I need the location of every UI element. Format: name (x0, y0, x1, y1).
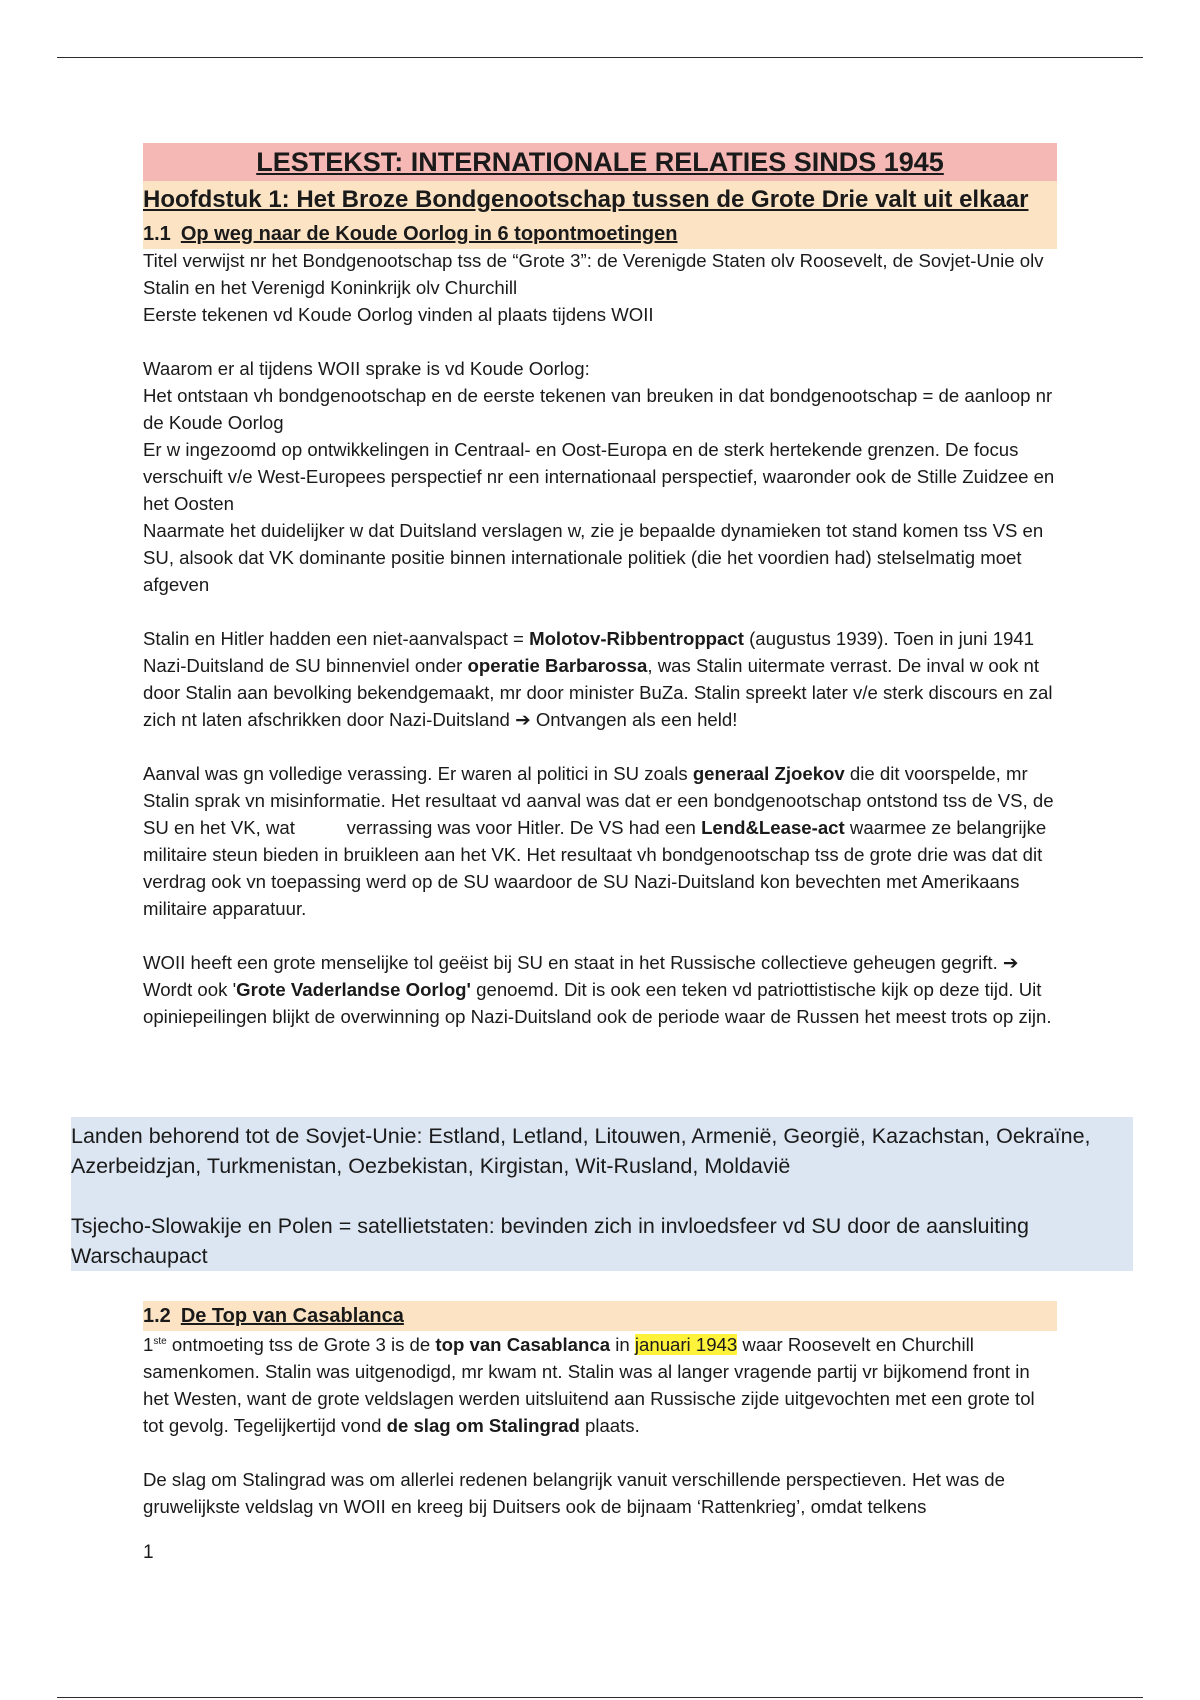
body-block-1 (143, 247, 1057, 1030)
chapter-heading: Hoofdstuk 1: Het Broze Bondgenootschap tussen de Grote Drie valt uit elkaar (143, 181, 1057, 219)
section-number: 1.1 (143, 223, 171, 245)
section-heading-1-2 (143, 1301, 1057, 1331)
header-rule (57, 57, 1143, 58)
paragraph-stalingrad: De slag om Stalingrad was om allerlei redenen belangrijk vanuit verschillende perspectieven. Het was de gruwelijkste veldslag vn WOII en kreeg bij Duitsers ook de bijnaam ‘Rattenkrieg’, omdat telkens (143, 1469, 1005, 1517)
paragraph: Waarom er al tijdens WOII sprake is vd Koude Oorlog: (143, 358, 590, 379)
document-title: LESTEKST: INTERNATIONALE RELATIES SINDS 1945 (143, 143, 1057, 181)
paragraph: Het ontstaan vh bondgenootschap en de eerste tekenen van breuken in dat bondgenootschap = de aanloop nr de Koude Oorlog (143, 385, 1053, 433)
section-number: 1.2 (143, 1305, 171, 1327)
note-box (71, 1117, 1133, 1271)
paragraph-casablanca: 1ste ontmoeting tss de Grote 3 is de top van Casablanca in januari 1943 waar Roosevelt en Churchill samenkomen. Stalin was uitgenodigd, mr kwam nt. Stalin was al langer vragende partij vr bijkomend front in het Westen, want de grote veldslagen werden uitsluitend aan Russische zijde uitgevochten met een grote tol tot gevolg. Tegelijkertijd vond de slag om Stalingrad plaats. (143, 1334, 1035, 1436)
note-line: Landen behorend tot de Sovjet-Unie: Estland, Letland, Litouwen, Armenië, Georgië, Kazachstan, Oekraïne, Azerbeidzjan, Turkmenistan, Oezbekistan, Kirgistan, Wit-Rusland, Moldavië (71, 1124, 1091, 1178)
section-title: Op weg naar de Koude Oorlog in 6 topontmoetingen (180, 223, 678, 245)
highlighted-date: januari 1943 (634, 1334, 738, 1355)
section-title: De Top van Casablanca (180, 1305, 404, 1327)
arrow-icon: ➔ (1002, 952, 1019, 973)
paragraph: Eerste tekenen vd Koude Oorlog vinden al plaats tijdens WOII (143, 304, 654, 325)
paragraph-aanval: Aanval was gn volledige verassing. Er waren al politici in SU zoals generaal Zjoekov die dit voorspelde, mr Stalin sprak vn misinformatie. Het resultaat vd aanval was dat er een bondgenootschap ontstond tss de VS, de SU en het VK, wat verrassing was voor Hitler. De VS had een Lend&Lease-act waarmee ze belangrijke militaire steun bieden in bruikleen aan het VK. Het resultaat vh bondgenootschap tss de grote drie was dat dit verdrag ook vn toepassing werd op de SU waardoor de SU Nazi-Duitsland kon bevechten met Amerikaans militaire apparatuur. (143, 763, 1059, 919)
body-block-2 (143, 1331, 1057, 1520)
page-number: 1 (143, 1542, 154, 1563)
footer-rule (57, 1697, 1143, 1698)
note-line: Tsjecho-Slowakije en Polen = satellietstaten: bevinden zich in invloedsfeer vd SU door de aansluiting Warschaupact (71, 1214, 1029, 1268)
paragraph: Titel verwijst nr het Bondgenootschap tss de “Grote 3”: de Verenigde Staten olv Roosevelt, de Sovjet-Unie olv Stalin en het Verenigd Koninkrijk olv Churchill (143, 250, 1044, 298)
paragraph-woii: WOII heeft een grote menselijke tol geëist bij SU en staat in het Russische collectieve geheugen gegrift. ➔ Wordt ook 'Grote Vaderlandse Oorlog' genoemd. Dit is ook een teken vd patriottistische kijk op deze tijd. Uit opiniepeilingen blijkt de overwinning op Nazi-Duitsland ook de periode waar de Russen het meest trots op zijn. (143, 952, 1052, 1027)
paragraph: Er w ingezoomd op ontwikkelingen in Centraal- en Oost-Europa en de sterk hertekende grenzen. De focus verschuift v/e West-Europees perspectief nr een internationaal perspectief, waaronder ook de Stille Zuidzee en het Oosten (143, 439, 1055, 514)
section-heading-1-1 (143, 219, 1057, 249)
paragraph-stalin: Stalin en Hitler hadden een niet-aanvalspact = Molotov-Ribbentroppact (augustus 1939). Toen in juni 1941 Nazi-Duitsland de SU binnenviel onder operatie Barbarossa, was Stalin uitermate verrast. De inval w ook nt door Stalin aan bevolking bekendgemaakt, mr door minister BuZa. Stalin spreekt later v/e sterk discours en zal zich nt laten afschrikken door Nazi-Duitsland ➔ Ontvangen als een held! (143, 628, 1053, 730)
arrow-icon: ➔ (515, 709, 531, 730)
paragraph: Naarmate het duidelijker w dat Duitsland verslagen w, zie je bepaalde dynamieken tot stand komen tss VS en SU, alsook dat VK dominante positie binnen internationale politiek (die het voordien had) stelselmatig moet afgeven (143, 520, 1044, 595)
